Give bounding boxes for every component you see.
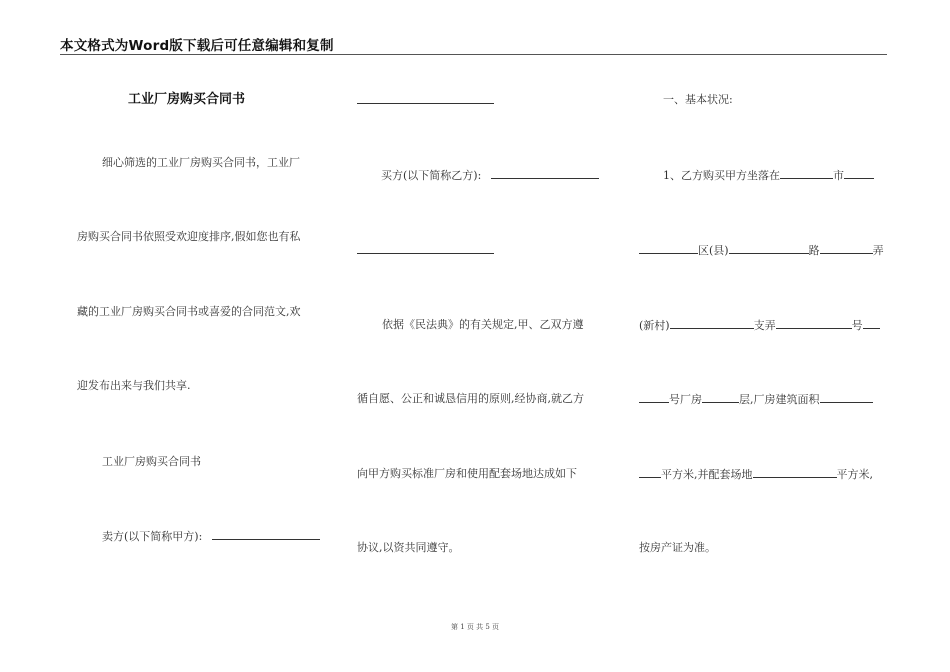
city-blank <box>780 168 833 179</box>
basis-line-4: 协议,以资共同遵守。 <box>357 541 460 554</box>
item-line-4 <box>639 392 873 407</box>
item-text: 市 <box>833 169 844 182</box>
document-header <box>60 34 887 55</box>
blank-underline <box>639 243 698 254</box>
contract-title: 工业厂房购买合同书 <box>128 92 246 107</box>
number-blank <box>639 392 669 403</box>
item-line-2 <box>639 243 884 258</box>
district-blank <box>729 243 809 254</box>
item-line-6: 按房产证为准。 <box>639 541 716 554</box>
blank-line-mid <box>357 243 494 258</box>
header-title: 本文格式为Word版下载后可任意编辑和复制 <box>60 38 334 54</box>
item-text: 层,厂房建筑面积 <box>739 393 820 406</box>
intro-line-2: 房购买合同书依照受欢迎度排序,假如您也有私 <box>77 230 301 243</box>
item-text: 平方米,并配套场地 <box>661 468 753 481</box>
intro-line-4: 迎发布出来与我们共享. <box>77 379 191 392</box>
site-area-blank <box>753 467 837 478</box>
item-text: 区(县) <box>698 244 729 257</box>
blank-underline <box>357 243 494 254</box>
item-text: (新村) <box>639 319 670 332</box>
basis-line-1: 依据《民法典》的有关规定,甲、乙双方遵 <box>382 318 584 331</box>
item-text: 弄 <box>872 244 884 257</box>
sub-lane-blank <box>776 318 852 329</box>
blank-underline <box>863 318 880 329</box>
buyer-label: 买方(以下简称乙方): <box>381 169 482 182</box>
blank-underline <box>357 93 494 104</box>
basis-line-2: 循自愿、公正和诚恳信用的原则,经协商,就乙方 <box>357 392 584 405</box>
seller-line <box>102 529 320 544</box>
blank-line-top <box>357 93 494 108</box>
area-blank <box>639 467 661 478</box>
item-line-5 <box>639 467 873 482</box>
item-text: 号 <box>851 319 863 332</box>
lane-blank <box>670 318 754 329</box>
seller-name-blank <box>212 529 320 540</box>
subtitle: 工业厂房购买合同书 <box>102 455 201 468</box>
section-heading: 一、基本状况: <box>663 93 733 106</box>
item-text: 1、乙方购买甲方坐落在 <box>663 169 780 182</box>
blank-underline <box>844 168 874 179</box>
basis-line-3: 向甲方购买标准厂房和使用配套场地达成如下 <box>357 467 577 480</box>
item-line-3 <box>639 318 880 333</box>
item-text: 支弄 <box>753 319 776 332</box>
area-blank <box>820 392 873 403</box>
item-text: 路 <box>808 244 820 257</box>
road-blank <box>820 243 873 254</box>
seller-label: 卖方(以下简称甲方): <box>102 530 203 543</box>
intro-line-3: 藏的工业厂房购买合同书或喜爱的合同范文,欢 <box>77 305 301 318</box>
floor-blank <box>702 392 739 403</box>
buyer-name-blank <box>491 168 599 179</box>
buyer-line <box>381 168 599 183</box>
page-number: 第 1 页 共 5 页 <box>450 623 500 631</box>
item-text: 号厂房 <box>669 393 702 406</box>
item-line-1 <box>663 168 874 183</box>
item-text: 平方米, <box>836 468 873 481</box>
intro-line-1: 细心筛选的工业厂房购买合同书，工业厂 <box>102 156 300 169</box>
